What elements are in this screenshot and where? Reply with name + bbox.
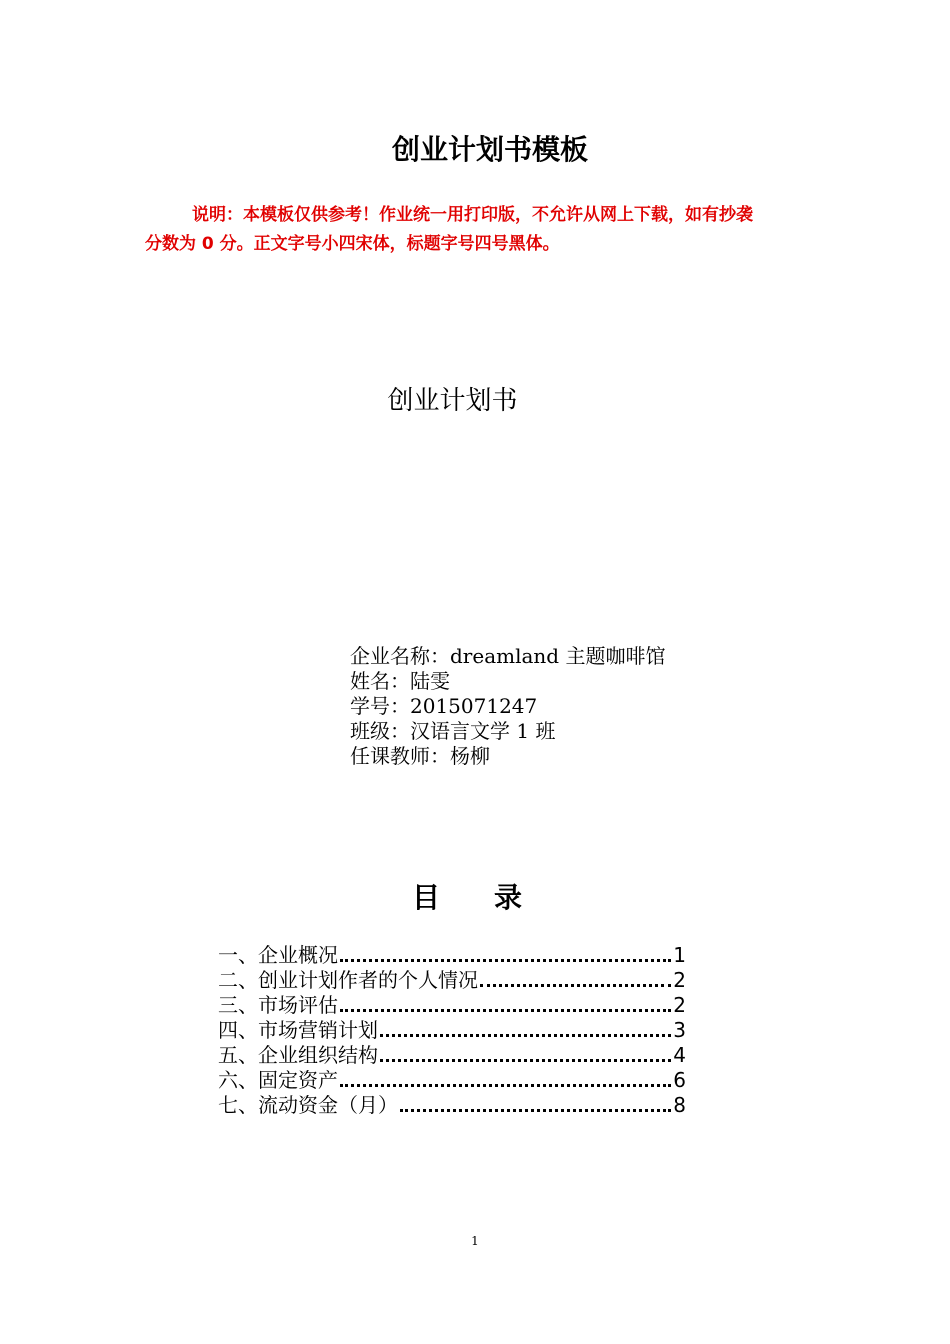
note-line-2: 分数为 0 分。正文字号小四宋体，标题字号四号黑体。	[145, 234, 560, 254]
toc-item-page: 3	[673, 1018, 686, 1042]
main-title: 创业计划书模板	[391, 133, 588, 166]
toc-item[interactable]	[218, 1093, 686, 1118]
toc-title	[412, 876, 522, 916]
toc-title-left: 目	[412, 881, 441, 914]
toc-item[interactable]	[218, 943, 686, 968]
toc-leader-dots	[340, 959, 671, 962]
info-student-id: 学号：2015071247	[350, 694, 538, 718]
toc-title-right: 录	[494, 881, 523, 914]
toc-leader-dots	[340, 1084, 671, 1087]
toc-item[interactable]	[218, 993, 686, 1018]
toc-leader-dots	[400, 1109, 671, 1112]
page-number: 1	[471, 1234, 479, 1248]
toc-item-page: 2	[673, 968, 686, 992]
toc-item-label: 七、流动资金（月）	[218, 1093, 398, 1117]
toc-item[interactable]	[218, 1043, 686, 1068]
info-class: 班级：汉语言文学 1 班	[350, 719, 556, 743]
toc-item-page: 4	[673, 1043, 686, 1067]
toc-item-page: 8	[673, 1093, 686, 1117]
toc-leader-dots	[340, 1009, 671, 1012]
toc-leader-dots	[380, 1059, 671, 1062]
info-name: 姓名：陆雯	[350, 669, 450, 693]
subtitle: 创业计划书	[387, 386, 518, 416]
info-teacher: 任课教师：杨柳	[350, 744, 490, 768]
table-of-contents	[218, 943, 686, 1118]
toc-item-page: 1	[673, 943, 686, 967]
toc-item-label: 二、创业计划作者的个人情况	[218, 968, 478, 992]
toc-item-label: 四、市场营销计划	[218, 1018, 378, 1042]
toc-leader-dots	[480, 984, 671, 987]
toc-item-page: 6	[673, 1068, 686, 1092]
toc-item[interactable]	[218, 968, 686, 993]
info-block	[350, 644, 665, 769]
info-company: 企业名称：dreamland 主题咖啡馆	[350, 644, 666, 668]
note-line-1: 说明：本模板仅供参考！作业统一用打印版，不允许从网上下载，如有抄袭	[192, 205, 753, 225]
toc-item-page: 2	[673, 993, 686, 1017]
toc-item[interactable]	[218, 1018, 686, 1043]
toc-item-label: 一、企业概况	[218, 943, 338, 967]
toc-item-label: 三、市场评估	[218, 993, 338, 1017]
toc-item-label: 五、企业组织结构	[218, 1043, 378, 1067]
toc-item-label: 六、固定资产	[218, 1068, 338, 1092]
toc-leader-dots	[380, 1034, 671, 1037]
toc-item[interactable]	[218, 1068, 686, 1093]
